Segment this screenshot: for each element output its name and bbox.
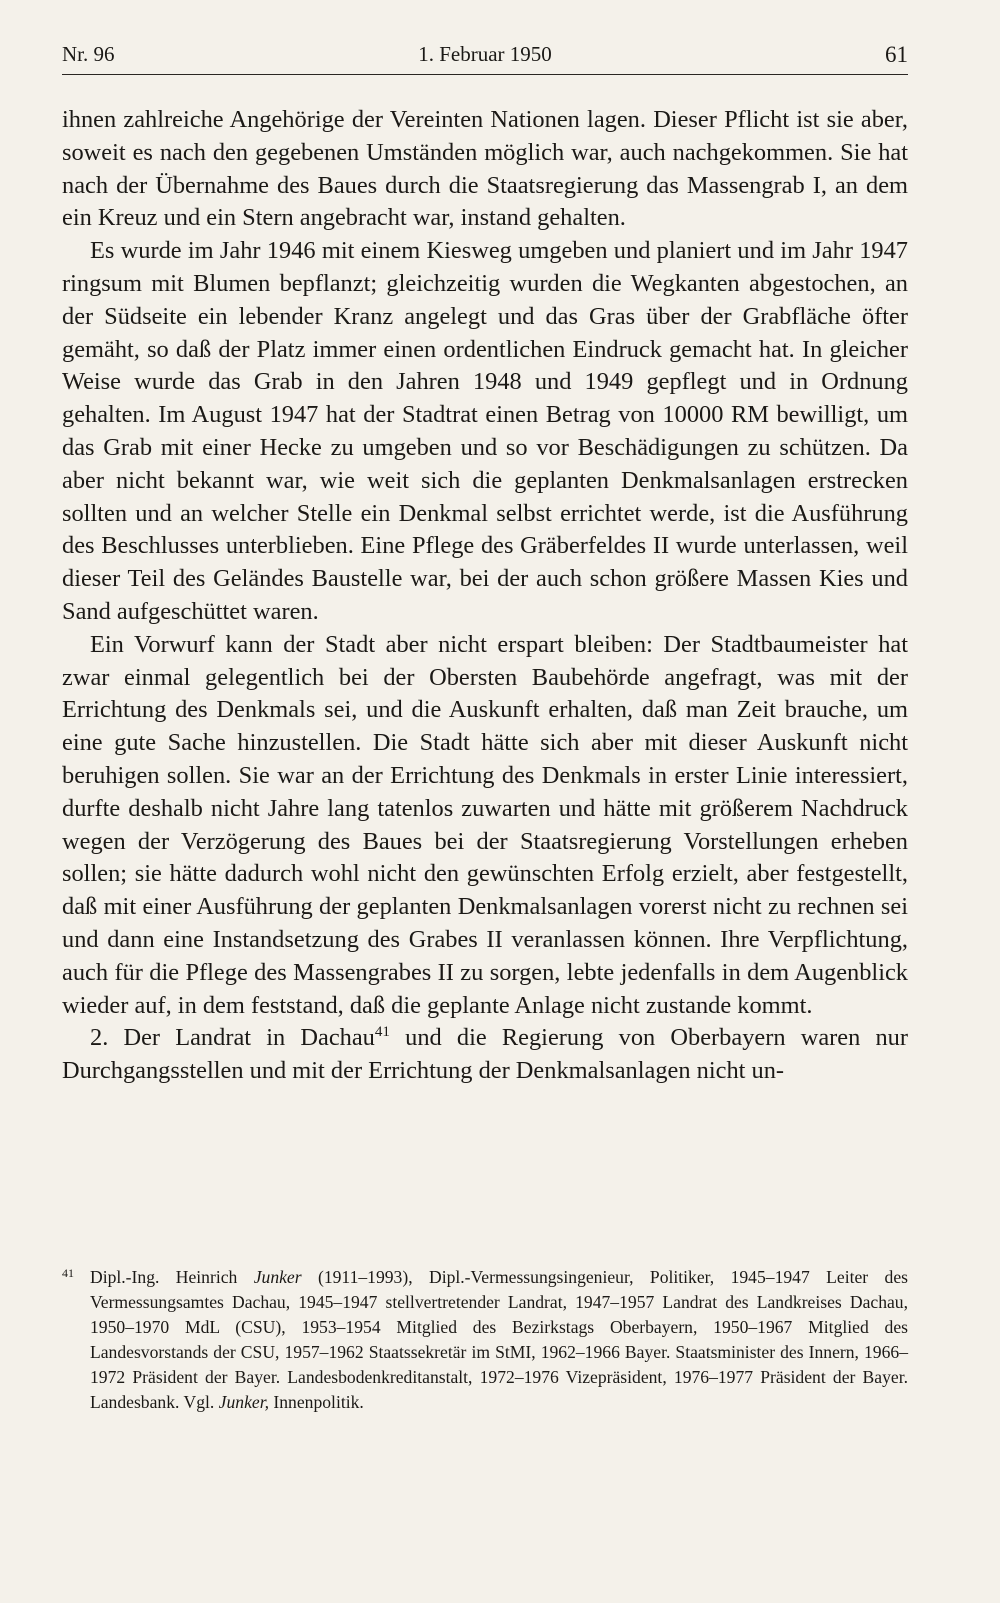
footnotes xyxy=(62,1265,908,1415)
header-rule xyxy=(62,74,908,75)
paragraph-3: Ein Vorwurf kann der Stadt aber nicht erspart bleiben: Der Stadtbaumeister hat zwar einmal gelegentlich bei der Obersten Baubehörde angefragt, was mit der Errichtung des Denkmals sei, und die Auskunft erhalten, daß man Zeit brauche, um eine gute Sache hinzustellen. Die Stadt hätte sich aber mit dieser Auskunft nicht beruhigen sollen. Sie war an der Errichtung des Denkmals in erster Linie interessiert, durfte deshalb nicht Jahre lang tatenlos zuwarten und hätte mit größerem Nachdruck wegen der Verzögerung des Baues bei der Staatsregierung Vorstellungen erheben sollen; sie hätte dadurch wohl nicht den gewünschten Erfolg erzielt, aber festgestellt, daß mit einer Ausführung der geplanten Denkmalsanlagen vorerst nicht zu rechnen sei und dann eine Instandsetzung des Grabes II veranlassen können. Ihre Verpflichtung, auch für die Pflege des Massengrabes II zu sorgen, lebte jedenfalls in dem Augenblick wieder auf, in dem feststand, daß die geplante Anlage nicht zustande kommt. xyxy=(62,630,908,1019)
issue-number: Nr. 96 xyxy=(62,42,115,66)
page-number: 61 xyxy=(885,42,908,67)
footnote-ref-italic: Junker, xyxy=(218,1392,269,1412)
page-header xyxy=(62,42,908,76)
paragraph-1: ihnen zahlreiche Angehörige der Vereinten Nationen lagen. Dieser Pflicht ist sie aber, soweit es nach den gegebenen Umständen möglich war, auch nachgekommen. Sie hat nach der Übernahme des Baues durch die Staatsregierung das Massengrab I, an dem ein Kreuz und ein Stern angebracht war, instand gehalten. xyxy=(62,106,908,232)
footnote-text-b: (1911–1993), Dipl.-Vermessungsingenieur, Politiker, 1945–1947 Leiter des Vermessungsamtes Dachau, 1945–1947 stellvertretender Landrat, 1947–1957 Landrat des Landkreises Dachau, 1950–1970 MdL (CSU), 1953–1954 Mitglied des Bezirkstags Oberbayern, 1950–1967 Mitglied des Landesvorstands der CSU, 1957–1962 Staatssekretär im StMI, 1962–1966 Bayer. Staatsminister des Innern, 1966–1972 Präsident der Bayer. Landesbodenkreditanstalt, 1972–1976 Vizepräsident, 1976–1977 Präsident der Bayer. Landesbank. Vgl. xyxy=(90,1267,908,1412)
paragraph-4-text-a: 2. Der Landrat in Dachau xyxy=(90,1024,375,1052)
footnote-text-c: Innenpolitik. xyxy=(269,1392,364,1412)
paragraph-4 xyxy=(62,1022,908,1088)
main-text xyxy=(62,104,908,1088)
issue-date: 1. Februar 1950 xyxy=(418,42,552,66)
footnote-mark: 41 xyxy=(62,1266,74,1280)
footnote-41 xyxy=(62,1265,908,1415)
paragraph-2: Es wurde im Jahr 1946 mit einem Kiesweg umgeben und planiert und im Jahr 1947 ringsum mit Blumen bepflanzt; gleichzeitig wurden die Wegkanten abgestochen, an der Südseite ein lebender Kranz angelegt und das Gras über der Grabfläche öfter gemäht, so daß der Platz immer einen ordentlichen Eindruck gemacht hat. In gleicher Weise wurde das Grab in den Jahren 1948 und 1949 gepflegt und in Ordnung gehalten. Im August 1947 hat der Stadtrat einen Betrag von 10000 RM bewilligt, um das Grab mit einer Hecke zu umgeben und so vor Beschädigungen zu schützen. Da aber nicht bekannt war, wie weit sich die geplanten Denkmalsanlagen erstrecken sollten und an welcher Stelle ein Denkmal selbst errichtet werde, ist die Ausführung des Beschlusses unterblieben. Eine Pflege des Gräberfeldes II wurde unterlassen, weil dieser Teil des Geländes Baustelle war, bei der auch schon größere Massen Kies und Sand aufgeschüttet waren. xyxy=(62,237,908,625)
footnote-text-a: Dipl.-Ing. Heinrich xyxy=(90,1267,254,1287)
footnote-name-italic: Junker xyxy=(253,1267,302,1287)
footnote-reference-41: 41 xyxy=(374,1024,390,1041)
paragraph-4-text-b: und die Regierung von Oberbayern waren nur Durchgangsstellen und mit der Errichtung der Denkmalsanlagen nicht un- xyxy=(62,1024,908,1085)
